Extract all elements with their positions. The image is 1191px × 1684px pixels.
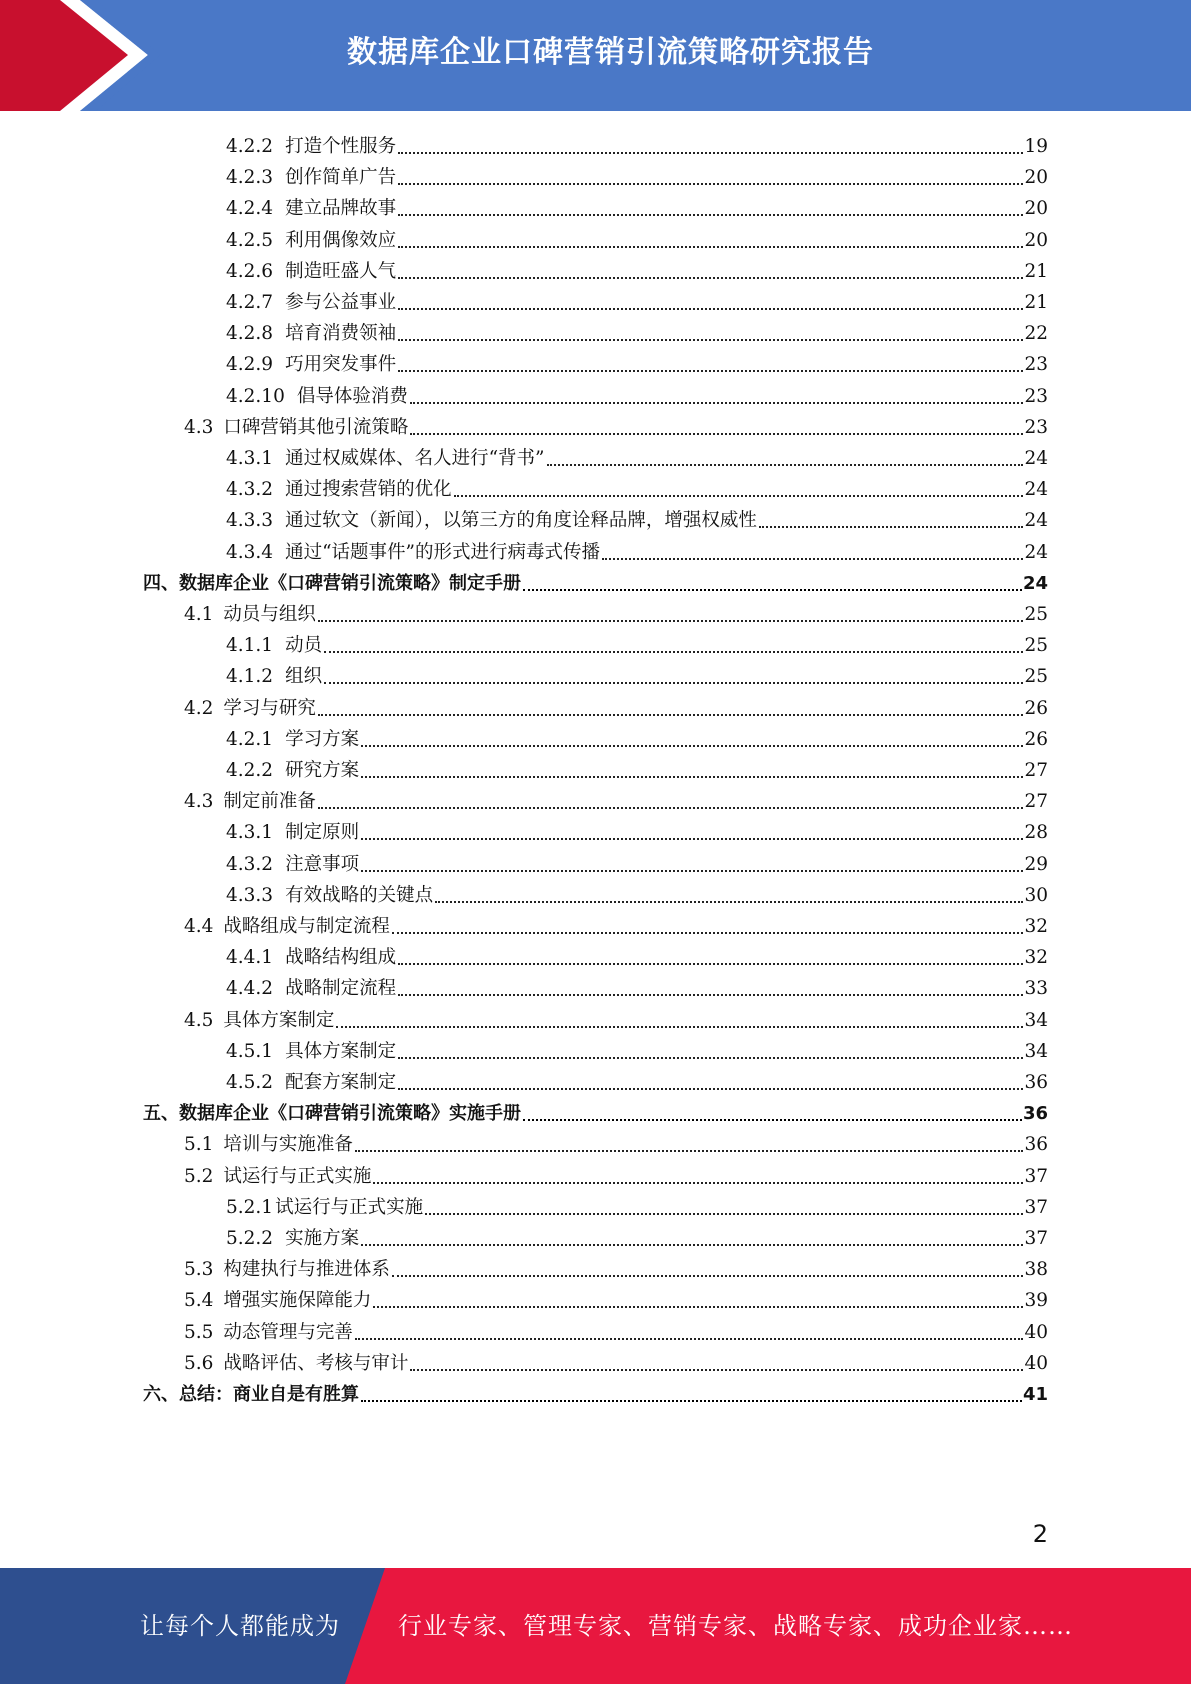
- toc-entry-page: 25: [1024, 666, 1048, 688]
- toc-entry[interactable]: [226, 222, 1048, 253]
- toc-entry-title: 通过软文（新闻），以第三方的角度诠释品牌，增强权威性: [285, 510, 757, 532]
- toc-dot-leader: [398, 277, 1023, 279]
- toc-entry-page: 29: [1024, 853, 1048, 875]
- toc-dot-leader: [398, 1057, 1023, 1059]
- toc-entry[interactable]: [226, 846, 1048, 877]
- toc-entry-title: 注意事项: [285, 853, 360, 875]
- toc-entry-number: 5.1: [184, 1134, 214, 1156]
- toc-entry-title: 研究方案: [285, 760, 360, 781]
- toc-entry-title: 培育消费领袖: [285, 323, 397, 345]
- toc-dot-leader: [324, 651, 1023, 653]
- toc-entry-title: 巧用突发事件: [285, 354, 397, 376]
- toc-entry-page: 36: [1024, 1072, 1048, 1093]
- footer-slogan-left: 让每个人都能成为: [140, 1612, 340, 1640]
- toc-entry[interactable]: [184, 596, 1048, 627]
- toc-entry-number: 4.2.6: [226, 260, 274, 282]
- toc-dot-leader: [435, 901, 1023, 903]
- toc-entry-page: 32: [1024, 947, 1048, 969]
- toc-entry-number: 4.5.1: [226, 1040, 274, 1062]
- toc-entry-title: 配套方案制定: [285, 1072, 397, 1093]
- toc-entry-number: 5.6: [184, 1352, 214, 1374]
- toc-dot-leader: [318, 714, 1024, 716]
- toc-entry[interactable]: [226, 658, 1048, 689]
- toc-entry-number: 4.2: [184, 697, 214, 719]
- toc-entry-title: 战略制定流程: [285, 978, 397, 1000]
- toc-entry[interactable]: [143, 1095, 1048, 1126]
- toc-entry-title: 动员与组织: [223, 604, 316, 625]
- toc-entry-title: 有效战略的关键点: [285, 884, 434, 906]
- toc-entry[interactable]: [184, 1002, 1048, 1033]
- toc-entry[interactable]: [184, 1158, 1048, 1189]
- toc-entry-page: 21: [1024, 260, 1048, 282]
- toc-entry-title: 数据库企业《口碑营销引流策略》实施手册: [179, 1103, 521, 1125]
- toc-entry[interactable]: [226, 471, 1048, 502]
- toc-entry-number: 5.5: [184, 1321, 214, 1343]
- toc-entry-number: 4.3.1: [226, 822, 274, 844]
- toc-entry-page: 25: [1024, 604, 1048, 625]
- toc-entry-number: 5.3: [184, 1259, 214, 1281]
- toc-dot-leader: [410, 433, 1023, 435]
- toc-entry-title: 战略评估、考核与审计: [223, 1352, 409, 1374]
- toc-entry-number: 4.3.3: [226, 510, 274, 532]
- toc-dot-leader: [398, 246, 1023, 248]
- toc-entry[interactable]: [226, 752, 1048, 783]
- toc-entry-title: 打造个性服务: [285, 136, 397, 157]
- toc-dot-leader: [361, 1244, 1023, 1246]
- toc-entry[interactable]: [226, 284, 1048, 315]
- toc-entry-number: 4.3.1: [226, 448, 274, 469]
- toc-entry-title: 试运行与正式实施: [275, 1196, 424, 1218]
- toc-dot-leader: [523, 589, 1022, 591]
- toc-entry-number: 5.2: [184, 1165, 214, 1187]
- toc-entry-title: 组织: [285, 666, 323, 688]
- toc-entry[interactable]: [226, 159, 1048, 190]
- toc-dot-leader: [373, 1182, 1023, 1184]
- toc-entry[interactable]: [184, 409, 1048, 440]
- toc-entry[interactable]: [184, 1282, 1048, 1313]
- toc-entry-number: 4.3.2: [226, 853, 274, 875]
- toc-entry-page: 32: [1024, 916, 1048, 937]
- toc-entry-number: 4.3.2: [226, 479, 274, 501]
- toc-entry-page: 24: [1022, 572, 1048, 594]
- toc-entry-page: 33: [1024, 978, 1048, 1000]
- toc-entry-page: 26: [1024, 697, 1048, 719]
- toc-entry[interactable]: [226, 939, 1048, 970]
- toc-entry-page: 23: [1024, 416, 1048, 438]
- toc-entry[interactable]: [226, 1220, 1048, 1251]
- toc-entry-page: 38: [1024, 1259, 1048, 1281]
- toc-entry-title: 战略结构组成: [285, 947, 397, 969]
- toc-entry-title: 学习与研究: [223, 697, 316, 719]
- toc-dot-leader: [361, 1400, 1022, 1402]
- toc-entry-page: 27: [1024, 760, 1048, 781]
- toc-entry[interactable]: [226, 315, 1048, 346]
- toc-entry-title: 制定原则: [285, 822, 360, 844]
- toc-entry-number: 六、: [143, 1384, 179, 1405]
- toc-entry-number: 4.1.2: [226, 666, 274, 688]
- toc-entry[interactable]: [226, 721, 1048, 752]
- toc-entry[interactable]: [184, 1345, 1048, 1376]
- toc-entry-page: 40: [1024, 1352, 1048, 1374]
- toc-dot-leader: [398, 370, 1023, 372]
- toc-entry-number: 4.3: [184, 416, 214, 438]
- toc-dot-leader: [336, 1026, 1023, 1028]
- toc-entry[interactable]: [226, 877, 1048, 908]
- toc-entry-title: 实施方案: [285, 1228, 360, 1249]
- toc-entry-title: 动员: [285, 635, 323, 657]
- toc-entry-number: 4.2.4: [226, 198, 274, 220]
- toc-entry-page: 20: [1024, 229, 1048, 251]
- toc-entry-page: 24: [1024, 510, 1048, 532]
- toc-entry-page: 36: [1024, 1134, 1048, 1156]
- page-number: 2: [1032, 1520, 1048, 1548]
- toc-entry[interactable]: [226, 1064, 1048, 1095]
- toc-entry[interactable]: [226, 128, 1048, 159]
- page-header: [0, 0, 1191, 111]
- toc-entry-page: 24: [1024, 479, 1048, 501]
- toc-entry[interactable]: [226, 534, 1048, 565]
- toc-entry-number: 4.2.9: [226, 354, 274, 376]
- toc-entry-title: 倡导体验消费: [296, 385, 408, 407]
- toc-dot-leader: [398, 963, 1023, 965]
- toc-entry-number: 4.2.8: [226, 323, 274, 345]
- toc-entry-page: 24: [1024, 541, 1048, 563]
- toc-dot-leader: [425, 1213, 1023, 1215]
- toc-entry-page: 30: [1024, 884, 1048, 906]
- toc-entry[interactable]: [184, 908, 1048, 939]
- toc-entry[interactable]: [184, 1126, 1048, 1157]
- toc-entry-title: 增强实施保障能力: [223, 1290, 372, 1312]
- toc-entry-number: 4.4: [184, 916, 214, 937]
- toc-entry-page: 34: [1024, 1040, 1048, 1062]
- toc-dot-leader: [361, 745, 1023, 747]
- toc-entry-number: 4.3: [184, 791, 214, 813]
- toc-entry-title: 利用偶像效应: [285, 229, 397, 251]
- toc-dot-leader: [324, 682, 1023, 684]
- toc-dot-leader: [410, 402, 1024, 404]
- toc-entry-title: 战略组成与制定流程: [223, 916, 390, 937]
- toc-entry-title: 制定前准备: [223, 791, 316, 813]
- toc-entry-page: 41: [1022, 1384, 1048, 1405]
- toc-entry-number: 4.2.5: [226, 229, 274, 251]
- toc-entry-title: 通过搜索营销的优化: [285, 479, 452, 501]
- toc-entry-page: 21: [1024, 292, 1048, 313]
- toc-entry-title: 制造旺盛人气: [285, 260, 397, 282]
- toc-entry-title: 口碑营销其他引流策略: [223, 416, 409, 438]
- toc-dot-leader: [361, 776, 1023, 778]
- toc-dot-leader: [398, 994, 1023, 996]
- toc-entry[interactable]: [226, 190, 1048, 221]
- toc-entry[interactable]: [226, 627, 1048, 658]
- toc-dot-leader: [398, 339, 1023, 341]
- toc-entry[interactable]: [184, 1314, 1048, 1345]
- toc-dot-leader: [602, 558, 1023, 560]
- toc-entry-title: 学习方案: [285, 728, 360, 750]
- toc-entry-page: 20: [1024, 167, 1048, 189]
- toc-entry[interactable]: [143, 1376, 1048, 1407]
- toc-entry-page: 37: [1024, 1196, 1048, 1218]
- toc-entry-page: 37: [1024, 1228, 1048, 1249]
- report-title: 数据库企业口碑营销引流策略研究报告: [347, 35, 874, 70]
- toc-entry-number: 4.4.2: [226, 978, 274, 1000]
- page-footer: [0, 1568, 1191, 1684]
- toc-entry[interactable]: [226, 1189, 1048, 1220]
- toc-entry-number: 4.2.10: [226, 385, 285, 407]
- toc-entry-page: 27: [1024, 791, 1048, 813]
- toc-dot-leader: [523, 1119, 1022, 1121]
- toc-entry-title: 通过“话题事件”的形式进行病毒式传播: [285, 541, 600, 563]
- toc-dot-leader: [373, 1306, 1023, 1308]
- toc-entry[interactable]: [184, 1251, 1048, 1282]
- toc-entry[interactable]: [226, 502, 1048, 533]
- toc-entry-page: 39: [1024, 1290, 1048, 1312]
- toc-entry[interactable]: [143, 565, 1048, 596]
- toc-entry-page: 26: [1024, 728, 1048, 750]
- toc-entry-number: 4.3.3: [226, 884, 274, 906]
- toc-entry-number: 4.2.1: [226, 728, 274, 750]
- toc-dot-leader: [392, 1275, 1024, 1277]
- toc-entry-title: 通过权威媒体、名人进行“背书”: [285, 448, 545, 469]
- toc-entry-title: 培训与实施准备: [223, 1134, 353, 1156]
- toc-entry[interactable]: [184, 690, 1048, 721]
- toc-dot-leader: [361, 870, 1023, 872]
- toc-entry-page: 23: [1024, 385, 1048, 407]
- toc-dot-leader: [318, 620, 1024, 622]
- toc-entry[interactable]: [226, 970, 1048, 1001]
- toc-entry-page: 22: [1024, 323, 1048, 345]
- toc-entry-title: 总结：商业自是有胜算: [179, 1384, 359, 1405]
- toc-entry-number: 4.5: [184, 1009, 214, 1031]
- toc-dot-leader: [398, 152, 1023, 154]
- toc-entry-page: 36: [1022, 1103, 1048, 1125]
- toc-entry-page: 34: [1024, 1009, 1048, 1031]
- toc-dot-leader: [398, 308, 1023, 310]
- toc-entry-title: 具体方案制定: [285, 1040, 397, 1062]
- toc-entry-number: 4.3.4: [226, 541, 274, 563]
- toc-entry-page: 24: [1024, 448, 1048, 469]
- toc-dot-leader: [318, 807, 1024, 809]
- toc-entry-title: 动态管理与完善: [223, 1321, 353, 1343]
- toc-entry-title: 数据库企业《口碑营销引流策略》制定手册: [179, 572, 521, 594]
- toc-dot-leader: [398, 183, 1023, 185]
- toc-dot-leader: [355, 1338, 1024, 1340]
- toc-entry-title: 试运行与正式实施: [223, 1165, 372, 1187]
- toc-entry[interactable]: [184, 783, 1048, 814]
- toc-entry-page: 25: [1024, 635, 1048, 657]
- toc-entry-page: 19: [1024, 136, 1048, 157]
- toc-entry-page: 40: [1024, 1321, 1048, 1343]
- toc-entry-title: 创作简单广告: [285, 167, 397, 189]
- toc-entry-title: 构建执行与推进体系: [223, 1259, 390, 1281]
- toc-dot-leader: [361, 838, 1023, 840]
- toc-dot-leader: [759, 526, 1024, 528]
- toc-dot-leader: [398, 214, 1023, 216]
- toc-entry[interactable]: [226, 1033, 1048, 1064]
- footer-slogan-right: 行业专家、管理专家、营销专家、战略专家、成功企业家……: [398, 1612, 1073, 1640]
- toc-dot-leader: [547, 464, 1024, 466]
- toc-entry-number: 五、: [143, 1103, 179, 1125]
- toc-entry-page: 28: [1024, 822, 1048, 844]
- toc-entry-page: 20: [1024, 198, 1048, 220]
- toc-entry-page: 23: [1024, 354, 1048, 376]
- toc-dot-leader: [392, 932, 1024, 934]
- toc-dot-leader: [454, 495, 1024, 497]
- toc-entry[interactable]: [226, 346, 1048, 377]
- toc-dot-leader: [410, 1369, 1023, 1371]
- toc-entry-number: 4.2.7: [226, 292, 274, 313]
- toc-entry-number: 4.2.2: [226, 136, 274, 157]
- toc-entry-number: 4.1: [184, 604, 214, 625]
- toc-dot-leader: [355, 1150, 1024, 1152]
- toc-entry-title: 参与公益事业: [285, 292, 397, 313]
- toc-entry-number: 4.1.1: [226, 635, 274, 657]
- toc-entry-number: 4.5.2: [226, 1072, 274, 1093]
- toc-entry-number: 5.4: [184, 1290, 214, 1312]
- toc-entry[interactable]: [226, 440, 1048, 471]
- toc-entry-page: 37: [1024, 1165, 1048, 1187]
- toc-entry[interactable]: [226, 378, 1048, 409]
- toc-entry[interactable]: [226, 253, 1048, 284]
- toc-entry-number: 四、: [143, 572, 179, 594]
- toc-entry-title: 具体方案制定: [223, 1009, 335, 1031]
- toc-entry-title: 建立品牌故事: [285, 198, 397, 220]
- toc-dot-leader: [398, 1088, 1023, 1090]
- toc-entry-number: 4.4.1: [226, 947, 274, 969]
- toc-entry-number: 4.2.3: [226, 167, 274, 189]
- toc-entry[interactable]: [226, 814, 1048, 845]
- toc-entry-number: 4.2.2: [226, 760, 274, 781]
- toc-entry-number: 5.2.2: [226, 1228, 274, 1249]
- toc-entry-number: 5.2.1: [226, 1196, 274, 1218]
